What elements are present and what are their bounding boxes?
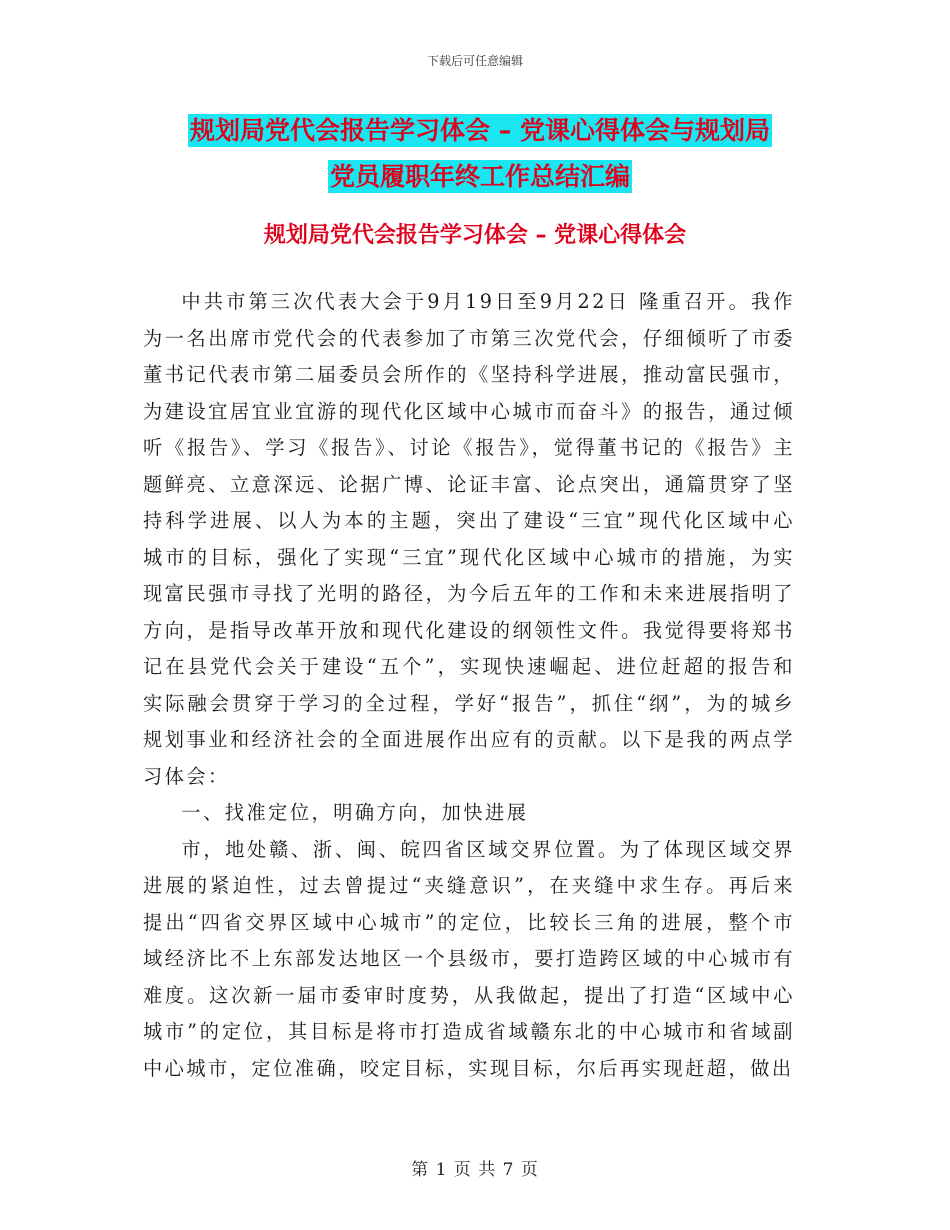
- document-title-line-2: 党员履职年终工作总结汇编: [329, 162, 630, 191]
- document-title: [150, 108, 810, 200]
- document-title-line-1: 规划局党代会报告学习体会 – 党课心得体会与规划局: [190, 116, 770, 145]
- page-header-note: 下载后可任意编辑: [426, 54, 523, 68]
- paragraph-intro: 中共市第三次代表大会于9月19日至9月22日 隆重召开。我作为一名出席市党代会的代表参加了市第三次党代会，仔细倾听了市委董书记代表市第二届委员会所作的《坚持科学进展，推动富民强市，为建设宜居宜业宜游的现代化区域中心城市而奋斗》的报告，通过倾听《报告》、学习《报告》、讨论《报告》，觉得董书记的《报告》主题鲜亮、立意深远、论据广博、论证丰富、论点突出，通篇贯穿了坚持科学进展、以人为本的主题，突出了建设“三宜”现代化区域中心城市的目标，强化了实现“三宜”现代化区域中心城市的措施，为实现富民强市寻找了光明的路径，为今后五年的工作和未来进展指明了方向，是指导改革开放和现代化建设的纲领性文件。我觉得要将郑书记在县党代会关于建设“五个”，实现快速崛起、进位赶超的报告和实际融会贯穿于学习的全过程，学好“报告”，抓住“纲”，为的城乡规划事业和经济社会的全面进展作出应有的贡献。以下是我的两点学习体会：: [143, 290, 795, 788]
- paragraph-section-one: 市，地处赣、浙、闽、皖四省区域交界位置。为了体现区域交界进展的紧迫性，过去曾提过“夹缝意识”，在夹缝中求生存。再后来提出“四省交界区域中心城市”的定位，比较长三角的进展，整个市域经济比不上东部发达地区一个县级市，要打造跨区域的中心城市有难度。这次新一届市委审时度势，从我做起，提出了打造“区域中心城市”的定位，其目标是将市打造成省域赣东北的中心城市和省域副中心城市，定位准确，咬定目标，实现目标，尔后再实现赶超，做出: [143, 837, 795, 1080]
- body-text: [143, 284, 795, 1087]
- page-number: 第 1 页 共 7 页: [411, 1160, 539, 1180]
- section-title: 规划局党代会报告学习体会 – 党课心得体会: [263, 223, 687, 248]
- paragraph-heading-one: 一、找准定位，明确方向，加快进展: [181, 801, 529, 824]
